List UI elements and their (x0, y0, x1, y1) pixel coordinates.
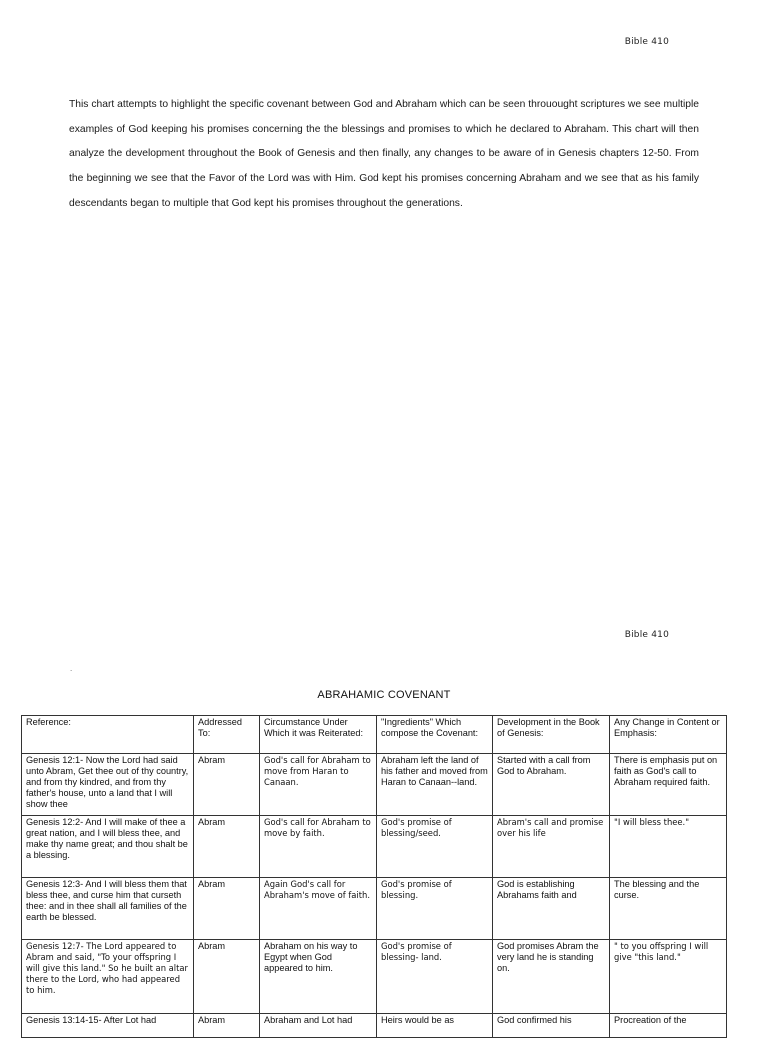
cell-change: " to you offspring I will give "this land." (610, 940, 727, 1014)
table-row (22, 940, 727, 1014)
cell-development: God is establishing Abrahams faith and (493, 878, 610, 940)
col-header-development: Development in the Book of Genesis: (493, 716, 610, 754)
cell-ingredients: God's promise of blessing. (377, 878, 493, 940)
col-header-circumstance: Circumstance Under Which it was Reiterated: (260, 716, 377, 754)
col-header-addressed: Addressed To: (194, 716, 260, 754)
cell-reference: Genesis 13:14-15- After Lot had (22, 1014, 194, 1038)
cell-change: There is emphasis put on faith as God's call to Abraham required faith. (610, 754, 727, 816)
cell-circumstance: Abraham on his way to Egypt when God appeared to him. (260, 940, 377, 1014)
cell-development: Started with a call from God to Abraham. (493, 754, 610, 816)
col-header-reference: Reference: (22, 716, 194, 754)
cell-addressed: Abram (194, 816, 260, 878)
cell-circumstance: Again God's call for Abraham's move of faith. (260, 878, 377, 940)
cell-addressed: Abram (194, 754, 260, 816)
page-header-course: Bible 410 (624, 37, 669, 47)
cell-ingredients: God's promise of blessing- land. (377, 940, 493, 1014)
cell-ingredients: Heirs would be as (377, 1014, 493, 1038)
table-row (22, 878, 727, 940)
table-row (22, 754, 727, 816)
cell-circumstance: Abraham and Lot had (260, 1014, 377, 1038)
cell-ingredients: Abraham left the land of his father and moved from Haran to Canaan--land. (377, 754, 493, 816)
cell-development: God confirmed his (493, 1014, 610, 1038)
cell-change: The blessing and the curse. (610, 878, 727, 940)
table-title: ABRAHAMIC COVENANT (317, 689, 451, 701)
cell-development: God promises Abram the very land he is standing on. (493, 940, 610, 1014)
col-header-ingredients: "Ingredients" Which compose the Covenant: (377, 716, 493, 754)
col-header-change: Any Change in Content or Emphasis: (610, 716, 727, 754)
cell-reference: Genesis 12:7- The Lord appeared to Abram and said, "To your offspring I will give this land." So he built an altar there to the Lord, who had appeared to him. (22, 940, 194, 1014)
cell-change: "I will bless thee." (610, 816, 727, 878)
cell-circumstance: God's call for Abraham to move by faith. (260, 816, 377, 878)
cell-reference: Genesis 12:1- Now the Lord had said unto Abram, Get thee out of thy country, and from thy kindred, and from thy father's house, unto a land that I will show thee (22, 754, 194, 816)
cell-addressed: Abram (194, 878, 260, 940)
page2-header-course: Bible 410 (624, 630, 669, 640)
cell-addressed: Abram (194, 1014, 260, 1038)
cell-reference: Genesis 12:2- And I will make of thee a great nation, and I will bless thee, and make thy name great; and thou shalt be a blessing. (22, 816, 194, 878)
cell-circumstance: God's call for Abraham to move from Haran to Canaan. (260, 754, 377, 816)
cell-development: Abram's call and promise over his life (493, 816, 610, 878)
covenant-table (21, 715, 727, 1038)
cell-change: Procreation of the (610, 1014, 727, 1038)
cell-ingredients: God's promise of blessing/seed. (377, 816, 493, 878)
cell-addressed: Abram (194, 940, 260, 1014)
intro-paragraph: This chart attempts to highlight the specific covenant between God and Abraham which can be seen throuought scriptures we see multiple examples of God keeping his promises concerning the the blessings and promises to which he declared to Abraham. This chart will then analyze the development throughout the Book of Genesis and then finally, any changes to be aware of in Genesis chapters 12-50. From the beginning we see that the Favor of the Lord was with Him. God kept his promises concerning Abraham and we see that as his family descendants began to multiple that God kept his promises throughout the generations. (69, 99, 699, 209)
table-row (22, 1014, 727, 1038)
stray-dot: . (70, 664, 73, 673)
table-row (22, 816, 727, 878)
table-header-row (22, 716, 727, 754)
cell-reference: Genesis 12:3- And I will bless them that bless thee, and curse him that curseth thee: and in thee shall all families of the earth be blessed. (22, 878, 194, 940)
